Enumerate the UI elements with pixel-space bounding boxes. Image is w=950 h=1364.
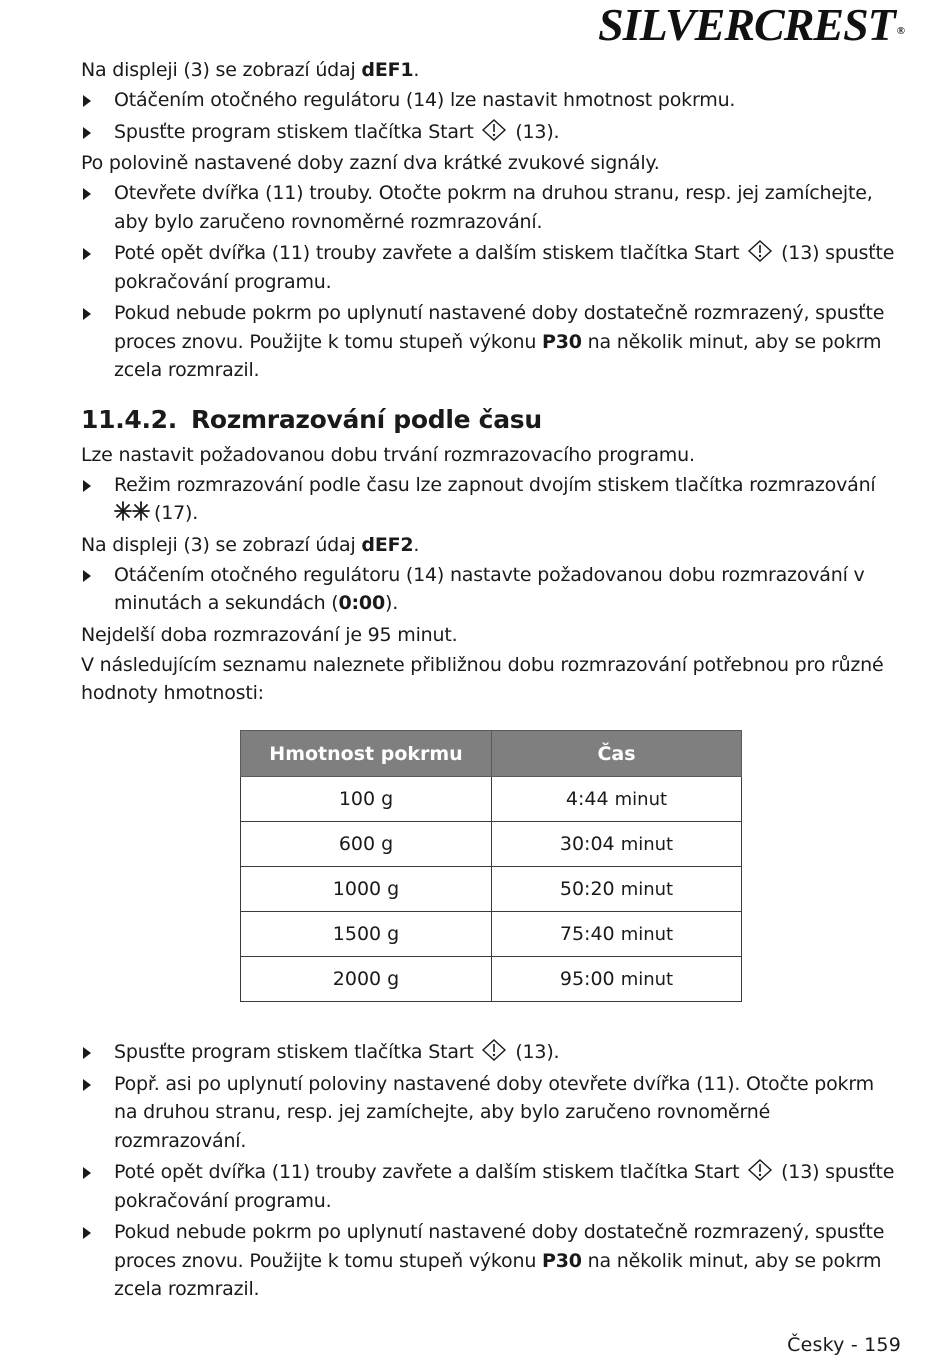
table-row [241,957,742,1002]
weight-cell: 600 g [241,822,492,867]
weight-cell: 100 g [241,777,492,822]
start-diamond-icon [481,1039,507,1061]
time-value: 0:00 [338,592,385,614]
time-cell: 50:20 minut [492,867,742,912]
snowflake-icon [114,500,150,522]
page-footer: Česky - 159 [787,1334,901,1356]
list-item: Popř. asi po uplynutí poloviny nastavené doby otevřete dvířka (11). Otočte pokrm na druhou stranu, resp. jej zamíchejte, aby bylo zaručeno rovnoměrné rozmrazování. [81,1070,903,1156]
triangle-bullet-icon [83,248,91,260]
list-item: Otáčením otočného regulátoru (14) nastavte požadovanou dobu rozmrazování v minutách a sekundách (0:00). [81,561,903,618]
list-item: Otevřete dvířka (11) trouby. Otočte pokrm na druhou stranu, resp. jej zamíchejte, aby bylo zaručeno rovnoměrné rozmrazování. [81,179,903,236]
list-item: Poté opět dvířka (11) trouby zavřete a dalším stiskem tlačítka Start (13) spusťte pokračování programu. [81,239,903,296]
half-time-note: Po polovině nastavené doby zazní dva krátké zvukové signály. [81,152,660,174]
heading-title: Rozmrazování podle času [190,404,542,434]
list-item: Spusťte program stiskem tlačítka Start (13). [81,1038,903,1067]
triangle-bullet-icon [83,95,91,107]
triangle-bullet-icon [83,1227,91,1239]
column-header-time: Čas [492,731,742,777]
heading-number: 11.4.2. [81,404,177,434]
display-line-def1: Na displeji (3) se zobrazí údaj dEF1. [81,59,420,81]
triangle-bullet-icon [83,480,91,492]
table-row [241,912,742,957]
display-line-def2: Na displeji (3) se zobrazí údaj dEF2. [81,533,420,556]
max-time-note: Nejdelší doba rozmrazování je 95 minut. [81,623,458,646]
triangle-bullet-icon [83,1047,91,1059]
weight-cell: 2000 g [241,957,492,1002]
time-cell: 75:40 minut [492,912,742,957]
registered-mark: ® [896,25,904,37]
start-diamond-icon [481,119,507,141]
triangle-bullet-icon [83,570,91,582]
section-heading [81,403,903,437]
column-header-weight: Hmotnost pokrmu [241,731,492,777]
silvercrest-logo [598,2,904,48]
lower-content [81,1038,903,1307]
power-level: P30 [542,330,582,353]
table-row [241,777,742,822]
table-row [241,822,742,867]
list-item: Spusťte program stiskem tlačítka Start (13). [81,118,903,147]
upper-content [81,56,903,709]
display-code: dEF2 [361,533,414,556]
triangle-bullet-icon [83,188,91,200]
table-row [241,867,742,912]
time-cell: 30:04 minut [492,822,742,867]
time-cell: 4:44 minut [492,777,742,822]
defrost-time-table [240,730,742,1002]
time-cell: 95:00 minut [492,957,742,1002]
list-item: Režim rozmrazování podle času lze zapnout dvojím stiskem tlačítka rozmrazování (17). [81,471,903,528]
brand-name: SILVERCREST [598,0,895,50]
start-diamond-icon [747,1159,773,1181]
list-item: Otáčením otočného regulátoru (14) lze nastavit hmotnost pokrmu. [81,86,903,115]
weight-cell: 1500 g [241,912,492,957]
triangle-bullet-icon [83,127,91,139]
list-item: Pokud nebude pokrm po uplynutí nastavené doby dostatečně rozmrazený, spusťte proces znovu. Použijte k tomu stupeň výkonu P30 na několik minut, aby se pokrm zcela rozmrazil. [81,299,903,385]
triangle-bullet-icon [83,1079,91,1091]
list-item: Poté opět dvířka (11) trouby zavřete a dalším stiskem tlačítka Start (13) spusťte pokračování programu. [81,1158,903,1215]
table-header-row [241,731,742,777]
triangle-bullet-icon [83,308,91,320]
triangle-bullet-icon [83,1167,91,1179]
list-item: Pokud nebude pokrm po uplynutí nastavené doby dostatečně rozmrazený, spusťte proces znovu. Použijte k tomu stupeň výkonu P30 na několik minut, aby se pokrm zcela rozmrazil. [81,1218,903,1304]
display-code: dEF1 [361,59,414,81]
intro-text: Lze nastavit požadovanou dobu trvání rozmrazovacího programu. [81,443,695,466]
power-level: P30 [542,1249,582,1272]
weight-cell: 1000 g [241,867,492,912]
start-diamond-icon [747,240,773,262]
list-intro: V následujícím seznamu naleznete přibližnou dobu rozmrazování potřebnou pro různé hodnoty hmotnosti: [81,653,884,704]
